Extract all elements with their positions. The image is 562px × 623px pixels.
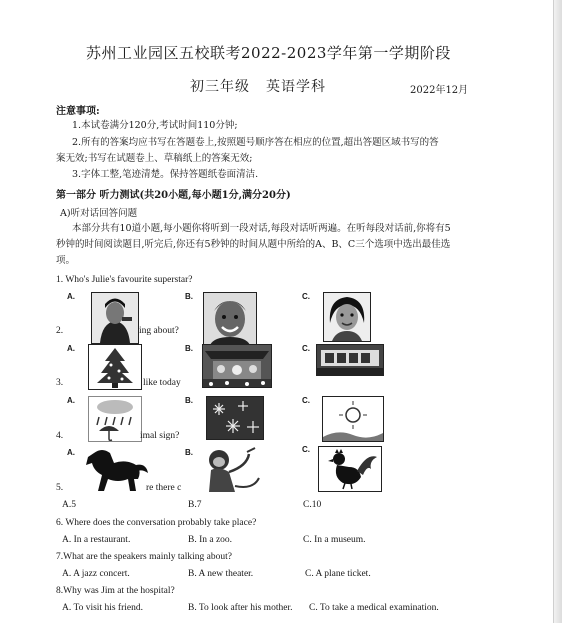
question-2-text: ing about? [139, 326, 179, 336]
question-2-number: 2. [56, 326, 64, 336]
question-6: 6. Where does the conversation probably take place? [56, 518, 257, 528]
notice-item-2: 2.所有的答案均应书写在答题卷上,按照题号顺序答在相应的位置,超出答题区域书写的答 [72, 137, 439, 148]
subject-label: 英语学科 [266, 79, 326, 95]
q5-answer-c: C.10 [303, 500, 322, 510]
q6-answer-c: C. In a museum. [303, 535, 366, 545]
q8-answer-a: A. To visit his friend. [62, 603, 143, 613]
christmas-tree-icon [89, 345, 141, 389]
sub-heading: A)听对话回答问题 [60, 208, 138, 219]
q1-picture-a [91, 292, 139, 344]
question-4-text: imal sign? [140, 431, 180, 441]
sun-sky-icon [323, 397, 383, 441]
grade-label: 初三年级 [190, 79, 250, 95]
q3-picture-b [206, 396, 264, 440]
q3-picture-a [88, 396, 142, 442]
q3-option-c: C. [302, 396, 310, 405]
notice-heading: 注意事项: [56, 106, 100, 117]
q4-option-a: A. [67, 448, 75, 457]
woman-portrait-icon [324, 293, 370, 341]
smiling-man-portrait-icon [204, 293, 256, 345]
q4-picture-b [195, 446, 265, 496]
page-edge [553, 0, 562, 623]
q2-option-a: A. [67, 344, 75, 353]
festive-scene-icon [203, 345, 271, 387]
q7-answer-a: A. A jazz concert. [62, 569, 130, 579]
q2-picture-c [316, 344, 384, 376]
exam-date: 2022年12月 [410, 85, 469, 96]
rain-cloud-umbrella-icon [89, 397, 141, 441]
q7-answer-b: B. A new theater. [188, 569, 254, 579]
question-4-number: 4. [56, 431, 64, 441]
exam-title: 苏州工业园区五校联考2022-2023学年第一学期阶段 [86, 44, 451, 62]
q2-picture-a [88, 344, 142, 390]
q4-picture-a [80, 445, 150, 495]
notice-item-3: 3.字体工整,笔迹清楚。保持答题纸卷面清洁. [72, 169, 259, 180]
banner-sign-icon [317, 345, 383, 375]
q1-option-a: A. [67, 292, 75, 301]
question-3-number: 3. [56, 378, 64, 388]
snowflakes-icon [207, 397, 263, 439]
question-8: 8.Why was Jim at the hospital? [56, 586, 175, 596]
question-1: 1. Who's Julie's favourite superstar? [56, 275, 193, 285]
rooster-icon [319, 447, 381, 491]
q1-picture-b [203, 292, 257, 346]
q7-answer-c: C. A plane ticket. [305, 569, 371, 579]
question-3-text: like today [143, 378, 181, 388]
q3-option-b: B. [185, 396, 193, 405]
section-heading: 第一部分 听力测试(共20小题,每小题1分,满分20分) [56, 190, 291, 201]
q3-option-a: A. [67, 396, 75, 405]
notice-item-1: 1.本试卷满分120分,考试时间110分钟; [72, 120, 238, 131]
horse-icon [80, 445, 150, 495]
question-7: 7.What are the speakers mainly talking about? [56, 552, 232, 562]
grade-subject-line [190, 76, 326, 96]
q5-answer-a: A.5 [62, 500, 76, 510]
q1-picture-c [323, 292, 371, 342]
q5-answer-b: B.7 [188, 500, 202, 510]
man-portrait-icon [92, 293, 138, 343]
monkey-icon [195, 446, 265, 496]
instruction-line-2: 秒钟的时间阅读题目,听完后,你还有5秒钟的时间从题中所给的A、B、C三个选项中选出最佳选 [56, 239, 451, 250]
q1-option-b: B. [185, 292, 193, 301]
q6-answer-b: B. In a zoo. [188, 535, 233, 545]
q4-picture-c [318, 446, 382, 492]
q8-answer-b: B. To look after his mother. [188, 603, 293, 613]
q3-picture-c [322, 396, 384, 442]
q2-option-b: B. [185, 344, 193, 353]
question-5-text: re there c [146, 483, 182, 493]
q2-picture-b [202, 344, 272, 388]
notice-item-2-cont: 案无效;书写在试题卷上、草稿纸上的答案无效; [56, 153, 253, 164]
q6-answer-a: A. In a restaurant. [62, 535, 131, 545]
instruction-line-3: 项。 [56, 255, 76, 266]
q4-option-b: B. [185, 448, 193, 457]
q1-option-c: C. [302, 292, 310, 301]
q4-option-c: C. [302, 445, 310, 454]
q2-option-c: C. [302, 344, 310, 353]
instruction-line-1: 本部分共有10道小题,每小题你将听到一段对话,每段对话听两遍。在听每段对话前,你将有5 [72, 223, 451, 234]
q8-answer-c: C. To take a medical examination. [309, 603, 439, 613]
question-5-number: 5. [56, 483, 64, 493]
